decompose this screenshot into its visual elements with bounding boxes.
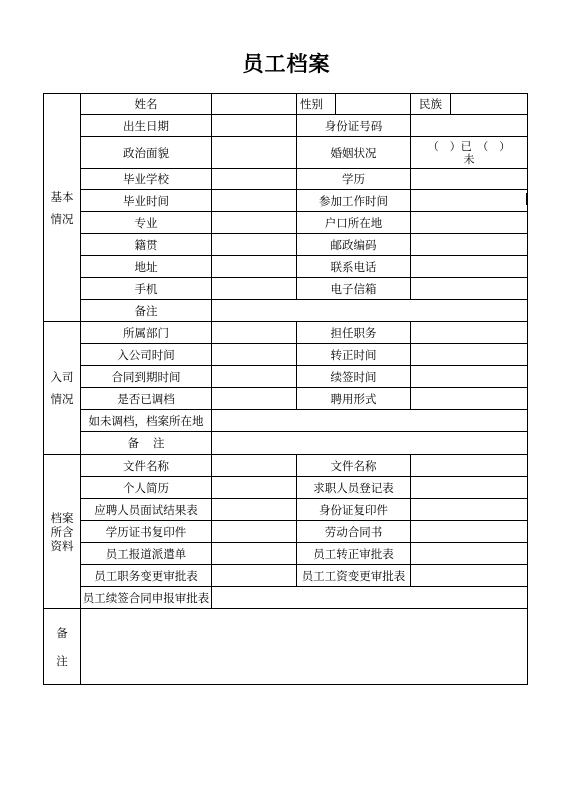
renewal-date-field[interactable] — [411, 366, 528, 388]
doc-check-header-left — [212, 455, 297, 477]
doc-diploma-copy-check[interactable] — [212, 521, 297, 543]
doc-regularization-form: 员工转正审批表 — [297, 543, 411, 565]
renewal-date-label: 续签时间 — [297, 366, 411, 388]
birth-date-field[interactable] — [212, 115, 297, 137]
major-label: 专业 — [81, 212, 212, 234]
file-transferred-field[interactable] — [212, 388, 297, 410]
name-field[interactable] — [212, 94, 297, 115]
section-entry-info: 入司 情况 — [44, 322, 81, 455]
section-footer-remarks: 备 注 — [44, 609, 81, 685]
section-file-contents: 档案 所含 资料 — [44, 455, 81, 609]
employee-file-form — [43, 93, 528, 685]
doc-regularization-form-check[interactable] — [411, 543, 528, 565]
text-cursor — [526, 193, 528, 205]
basic-remarks-label: 备注 — [81, 300, 212, 322]
mobile-label: 手机 — [81, 278, 212, 300]
address-label: 地址 — [81, 256, 212, 278]
department-field[interactable] — [212, 322, 297, 344]
school-label: 毕业学校 — [81, 169, 212, 190]
doc-job-application-form-check[interactable] — [411, 477, 528, 499]
doc-job-application-form: 求职人员登记表 — [297, 477, 411, 499]
hukou-field[interactable] — [411, 212, 528, 234]
position-label: 担任职务 — [297, 322, 411, 344]
graduation-time-label: 毕业时间 — [81, 190, 212, 212]
name-label: 姓名 — [81, 94, 212, 115]
doc-labor-contract-check[interactable] — [411, 521, 528, 543]
entry-remarks-label: 备注 — [81, 432, 212, 455]
doc-labor-contract: 劳动合同书 — [297, 521, 411, 543]
employment-form-field[interactable] — [411, 388, 528, 410]
work-start-label: 参加工作时间 — [297, 190, 411, 212]
ethnicity-field[interactable] — [451, 94, 528, 115]
page-title: 员工档案 — [242, 51, 331, 76]
political-status-label: 政治面貌 — [81, 137, 212, 169]
native-place-label: 籍贯 — [81, 234, 212, 256]
address-field[interactable] — [212, 256, 297, 278]
marital-status-options[interactable]: （ ）已 （ ） 未 — [411, 137, 528, 169]
doc-resume-check[interactable] — [212, 477, 297, 499]
join-date-field[interactable] — [212, 344, 297, 366]
gender-label: 性别 — [297, 94, 336, 115]
birth-date-label: 出生日期 — [81, 115, 212, 137]
political-status-field[interactable] — [212, 137, 297, 169]
gender-field[interactable] — [336, 94, 411, 115]
file-transferred-label: 是否已调档 — [81, 388, 212, 410]
hukou-label: 户口所在地 — [297, 212, 411, 234]
work-start-field[interactable] — [411, 190, 528, 212]
doc-position-change-form-check[interactable] — [212, 565, 297, 587]
doc-position-change-form: 员工职务变更审批表 — [81, 565, 212, 587]
contract-expiry-label: 合同到期时间 — [81, 366, 212, 388]
doc-salary-change-form: 员工工资变更审批表 — [297, 565, 411, 587]
file-location-label: 如未调档，档案所在地 — [81, 410, 212, 432]
contract-expiry-field[interactable] — [212, 366, 297, 388]
doc-onboarding-form-check[interactable] — [212, 543, 297, 565]
section-basic-info: 基本 情况 — [44, 94, 81, 322]
major-field[interactable] — [212, 212, 297, 234]
education-field[interactable] — [411, 169, 528, 190]
school-field[interactable] — [212, 169, 297, 190]
doc-check-header-right — [411, 455, 528, 477]
department-label: 所属部门 — [81, 322, 212, 344]
file-location-field[interactable] — [212, 410, 528, 432]
doc-name-header-left: 文件名称 — [81, 455, 212, 477]
doc-contract-renewal-form-check[interactable] — [212, 587, 528, 609]
phone-label: 联系电话 — [297, 256, 411, 278]
email-field[interactable] — [411, 278, 528, 300]
education-label: 学历 — [297, 169, 411, 190]
native-place-field[interactable] — [212, 234, 297, 256]
doc-salary-change-form-check[interactable] — [411, 565, 528, 587]
entry-remarks-field[interactable] — [212, 432, 528, 455]
doc-name-header-right: 文件名称 — [297, 455, 411, 477]
doc-interview-result-form-check[interactable] — [212, 499, 297, 521]
regular-date-field[interactable] — [411, 344, 528, 366]
postcode-label: 邮政编码 — [297, 234, 411, 256]
doc-onboarding-form: 员工报道派遣单 — [81, 543, 212, 565]
doc-resume: 个人简历 — [81, 477, 212, 499]
regular-date-label: 转正时间 — [297, 344, 411, 366]
footer-remarks-field[interactable] — [81, 609, 528, 685]
join-date-label: 入公司时间 — [81, 344, 212, 366]
doc-contract-renewal-form: 员工续签合同申报审批表 — [81, 587, 212, 609]
email-label: 电子信箱 — [297, 278, 411, 300]
marital-status-label: 婚姻状况 — [297, 137, 411, 169]
mobile-field[interactable] — [212, 278, 297, 300]
doc-interview-result-form: 应聘人员面试结果表 — [81, 499, 212, 521]
graduation-time-field[interactable] — [212, 190, 297, 212]
id-number-field[interactable] — [411, 115, 528, 137]
employment-form-label: 聘用形式 — [297, 388, 411, 410]
doc-id-copy-check[interactable] — [411, 499, 528, 521]
position-field[interactable] — [411, 322, 528, 344]
doc-id-copy: 身份证复印件 — [297, 499, 411, 521]
phone-field[interactable] — [411, 256, 528, 278]
ethnicity-label: 民族 — [411, 94, 451, 115]
doc-diploma-copy: 学历证书复印件 — [81, 521, 212, 543]
postcode-field[interactable] — [411, 234, 528, 256]
basic-remarks-field[interactable] — [212, 300, 528, 322]
id-number-label: 身份证号码 — [297, 115, 411, 137]
